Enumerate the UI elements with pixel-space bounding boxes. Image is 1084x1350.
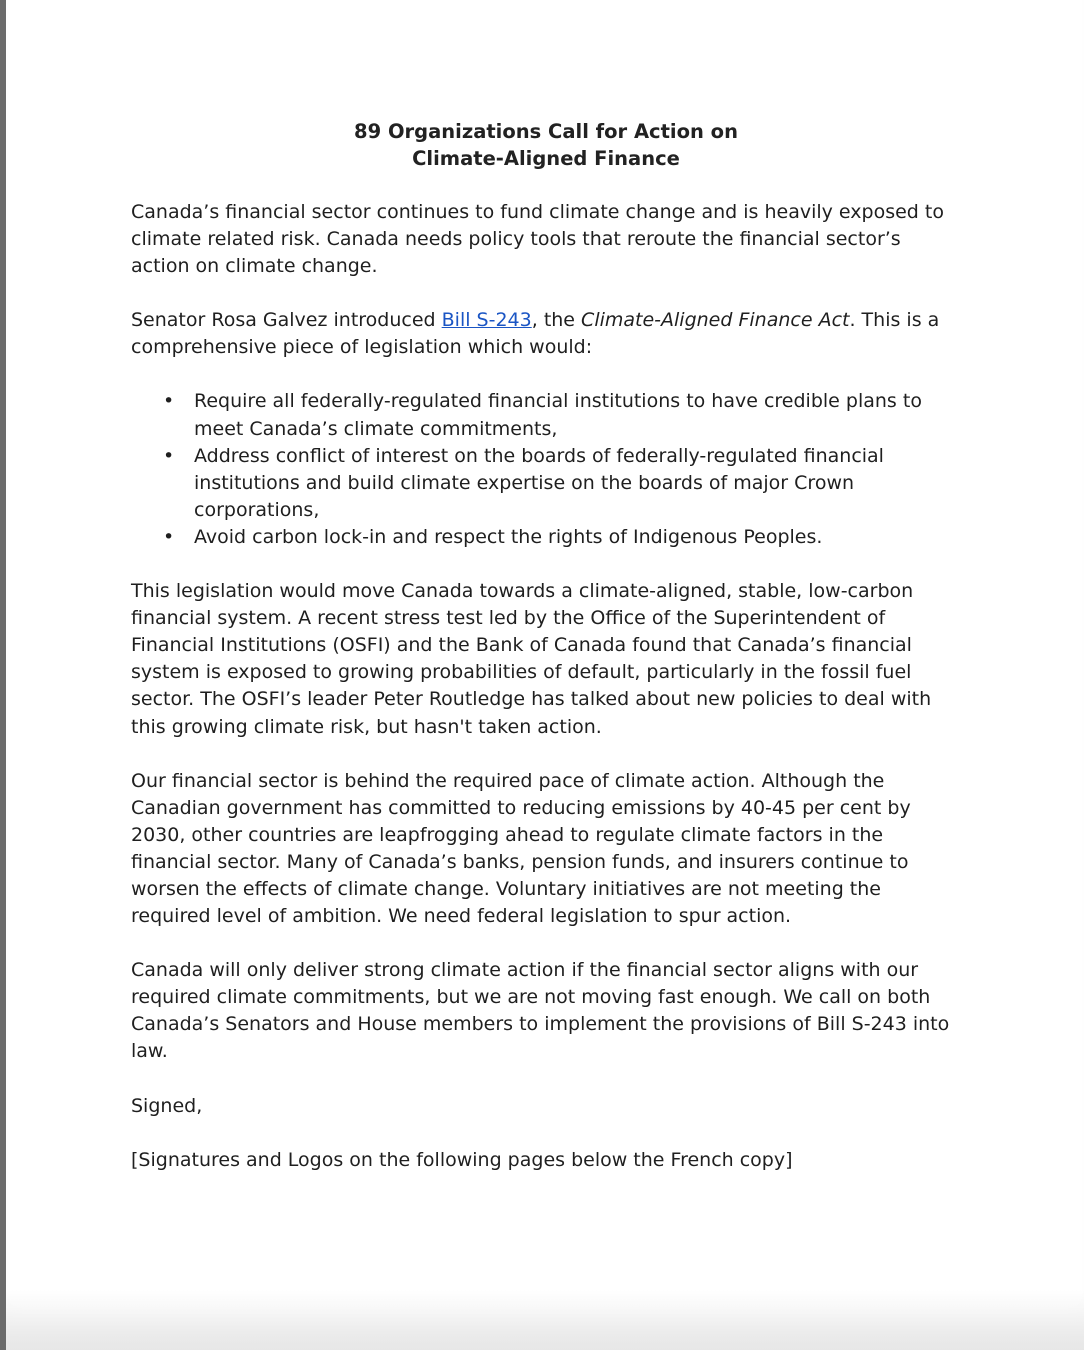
bill-paragraph-mid: , the	[531, 309, 582, 332]
signed-line: Signed,	[131, 1094, 203, 1117]
title-line-2: Climate-Aligned Finance	[412, 147, 680, 170]
financial-sector-paragraph: Our financial sector is behind the required pace of climate action. Although the Canadian government has committed to reducing emissions by 40-45 per cent by 2030, other countries are leapfrogging ahead to regulate climate factors in the financial sector. Many of Canada’s banks, pension funds, and insurers continue to worsen the effects of climate change. Voluntary initiatives are not meeting the required level of ambition. We need federal legislation to spur action.	[131, 769, 911, 928]
page-bottom-shadow	[6, 1290, 1084, 1350]
signatures-note: [Signatures and Logos on the following pages below the French copy]	[131, 1148, 793, 1171]
list-item: • Address conflict of interest on the boards of federally-regulated financial institutions and build climate expertise on the boards of major Crown corporations,	[194, 443, 961, 524]
bill-paragraph	[131, 307, 961, 361]
bill-paragraph-tail: . This is a comprehensive piece of legislation which would:	[131, 309, 940, 359]
legislation-paragraph: This legislation would move Canada towards a climate-aligned, stable, low-carbon financial system. A recent stress test led by the Office of the Superintendent of Financial Institutions (OSFI) and the Bank of Canada found that Canada’s financial system is exposed to growing probabilities of default, particularly in the fossil fuel sector. The OSFI’s leader Peter Routledge has talked about new policies to deal with this growing climate risk, but hasn't taken action.	[131, 580, 932, 738]
document-content	[131, 118, 961, 1201]
list-item: • Avoid carbon lock-in and respect the rights of Indigenous Peoples.	[194, 524, 961, 551]
call-to-action-paragraph: Canada will only deliver strong climate action if the financial sector aligns with our required climate commitments, but we are not moving fast enough. We call on both Canada’s Senators and House members to implement the provisions of Bill S-243 into law.	[131, 959, 950, 1063]
intro-paragraph: Canada’s financial sector continues to fund climate change and is heavily exposed to climate related risk. Canada needs policy tools that reroute the financial sector’s action on climate change.	[131, 201, 944, 278]
bill-paragraph-lead: Senator Rosa Galvez introduced	[131, 309, 442, 332]
list-item: • Require all federally-regulated financial institutions to have credible plans to meet Canada’s climate commitments,	[194, 388, 961, 442]
act-title: Climate-Aligned Finance Act	[581, 309, 850, 332]
document-page	[6, 0, 1084, 1350]
title-line-1: 89 Organizations Call for Action on	[354, 120, 738, 143]
bill-s-243-link[interactable]: Bill S-243	[441, 309, 532, 332]
document-title	[131, 118, 961, 172]
provisions-list	[131, 388, 961, 551]
